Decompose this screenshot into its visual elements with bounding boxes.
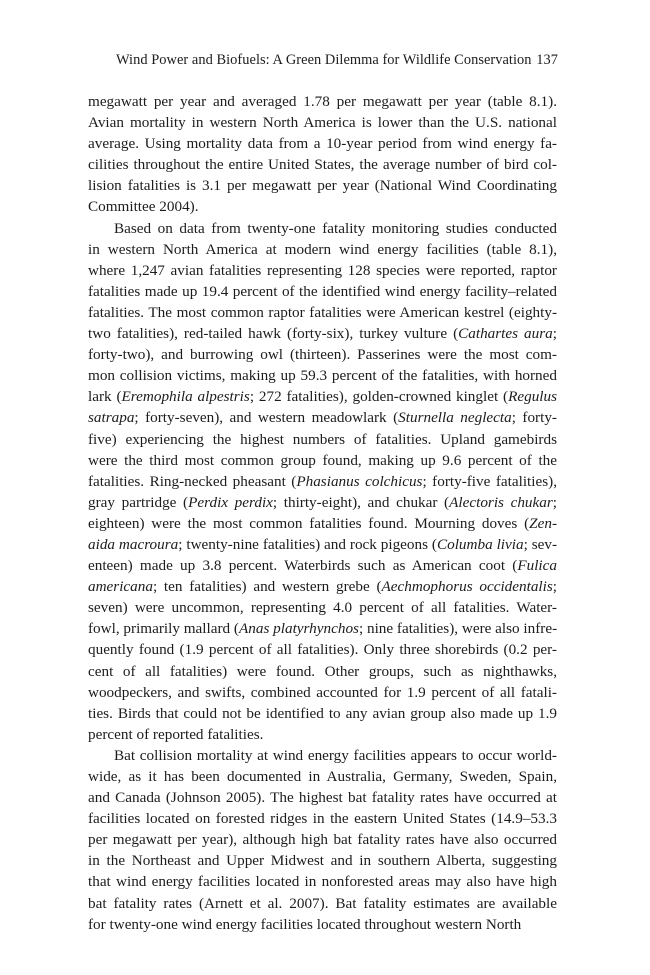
text-line — [88, 365, 557, 386]
paragraph — [88, 91, 557, 218]
text-line — [88, 555, 557, 576]
text-line — [88, 407, 557, 428]
text-run: ; twenty-nine fatalities) and rock pigeons ( — [178, 535, 437, 553]
text-line — [88, 196, 557, 217]
text-line — [88, 724, 557, 745]
text-line — [88, 787, 557, 808]
text-line — [88, 302, 557, 323]
text-line — [88, 639, 557, 660]
text-run: in western North America at modern wind energy facilities (table 8.1), — [88, 240, 557, 258]
text-run: five) experiencing the highest numbers of fatalities. Upland gamebirds — [88, 430, 557, 448]
text-line — [88, 450, 557, 471]
running-head — [88, 50, 558, 70]
text-run: average. Using mortality data from a 10-year period from wind energy fa- — [88, 135, 557, 153]
species-name: Sturnella neglecta — [398, 409, 512, 427]
text-run: woodpeckers, and swifts, combined accounted for 1.9 percent of all fatali- — [88, 683, 557, 701]
text-line — [88, 281, 557, 302]
text-run: Avian mortality in western North America is lower than the U.S. national — [88, 114, 557, 132]
species-name: Alectoris chukar — [449, 493, 553, 511]
text-line — [88, 513, 557, 534]
species-name: Cathartes aura — [458, 325, 553, 343]
text-line — [88, 661, 557, 682]
species-name: satrapa — [88, 409, 135, 427]
species-name: Columba livia — [436, 535, 524, 553]
paragraph — [88, 745, 557, 935]
text-run: enteen) made up 3.8 percent. Waterbirds such as American coot ( — [88, 557, 518, 575]
text-line — [88, 703, 557, 724]
text-run: fatalities made up 19.4 percent of the identified wind energy facility–related — [88, 282, 557, 300]
text-run: facilities located on forested ridges in the eastern United States (14.9–53.3 — [88, 810, 557, 828]
text-line — [88, 597, 557, 618]
text-run: ; ten fatalities) and western grebe ( — [152, 578, 382, 596]
text-line — [88, 914, 557, 935]
species-name: Anas platyrhynchos — [239, 620, 359, 638]
text-run: ; forty-seven), and western meadowlark ( — [134, 409, 399, 427]
text-line — [88, 534, 557, 555]
text-run: ; sev- — [523, 535, 558, 553]
text-run: mon collision victims, making up 59.3 percent of the fatalities, with horned — [88, 367, 557, 385]
text-run: fatalities. The most common raptor fatalities were American kestrel (eighty- — [88, 303, 557, 321]
text-run: for twenty-one wind energy facilities located throughout western North — [88, 915, 522, 933]
text-run: eighteen) were the most common fatalities found. Mourning doves ( — [88, 514, 530, 532]
species-name: aida macroura — [88, 535, 179, 553]
text-line — [88, 239, 557, 260]
paragraph — [88, 218, 557, 745]
text-run: ; forty-five fatalities), — [422, 472, 557, 490]
text-run: in the Northeast and Upper Midwest and in southern Alberta, suggesting — [88, 852, 557, 870]
text-run: bat fatality rates (Arnett et al. 2007). Bat fatality estimates are available — [88, 894, 557, 912]
text-line — [88, 618, 557, 639]
text-line — [88, 175, 557, 196]
text-run: per megawatt per year), although high bat fatality rates have also occurred — [88, 831, 557, 849]
page-number: 137 — [536, 52, 558, 68]
text-run: Committee 2004). — [88, 198, 199, 216]
text-line — [88, 260, 557, 281]
text-run: Based on data from twenty-one fatality monitoring studies conducted — [114, 219, 557, 237]
text-run: lision fatalities is 3.1 per megawatt per year (National Wind Coordinating — [88, 177, 557, 195]
species-name: Regulus — [508, 388, 558, 406]
text-run: Bat collision mortality at wind energy facilities appears to occur world- — [114, 746, 557, 764]
text-line — [88, 576, 557, 597]
text-line — [88, 471, 557, 492]
text-run: that wind energy facilities located in nonforested areas may also have high — [88, 873, 557, 891]
text-line — [88, 850, 557, 871]
text-run: cent of all fatalities) were found. Other groups, such as nighthawks, — [88, 662, 557, 680]
running-title: Wind Power and Biofuels: A Green Dilemma for Wildlife Conservation — [116, 52, 532, 68]
text-line — [88, 829, 557, 850]
text-run: ; thirty-eight), and chukar ( — [272, 493, 450, 511]
text-run: forty-two), and burrowing owl (thirteen). Passerines were the most com- — [88, 346, 557, 364]
text-run: ; 272 fatalities), golden-crowned kinglet ( — [249, 388, 509, 406]
text-run: fowl, primarily mallard ( — [88, 620, 239, 638]
text-line — [88, 344, 557, 365]
text-run: seven) were uncommon, representing 4.0 percent of all fatalities. Water- — [88, 599, 557, 617]
species-name: Aechmophorus occidentalis — [381, 578, 553, 596]
text-run: gray partridge ( — [88, 493, 189, 511]
text-run: ; forty- — [511, 409, 557, 427]
text-run: ties. Birds that could not be identified to any avian group also made up 1.9 — [88, 704, 557, 722]
text-run: fatalities. Ring-necked pheasant ( — [88, 472, 297, 490]
text-line — [88, 808, 557, 829]
text-line — [88, 766, 557, 787]
species-name: Zen- — [529, 514, 557, 532]
text-line — [88, 323, 557, 344]
text-run: megawatt per year and averaged 1.78 per megawatt per year (table 8.1). — [88, 93, 557, 110]
text-run: two fatalities), red-tailed hawk (forty-six), turkey vulture ( — [88, 325, 459, 343]
text-run: ; — [552, 325, 557, 343]
text-line — [88, 386, 557, 407]
species-name: americana — [88, 578, 153, 596]
text-run: ; nine fatalities), were also infre- — [358, 620, 558, 638]
text-line — [88, 893, 557, 914]
text-run: ; — [552, 493, 557, 511]
text-line — [88, 682, 557, 703]
text-line — [88, 133, 557, 154]
text-line — [88, 154, 557, 175]
text-line — [88, 745, 557, 766]
text-line — [88, 218, 557, 239]
text-run: lark ( — [88, 388, 122, 406]
text-run: and Canada (Johnson 2005). The highest bat fatality rates have occurred at — [88, 789, 557, 807]
text-run: where 1,247 avian fatalities representing 128 species were reported, raptor — [88, 261, 557, 279]
text-line — [88, 91, 557, 112]
text-run: were the third most common group found, making up 9.6 percent of the — [88, 451, 557, 469]
text-run: percent of reported fatalities. — [88, 725, 264, 743]
text-run: quently found (1.9 percent of all fatalities). Only three shorebirds (0.2 per- — [88, 641, 557, 659]
text-run: cilities throughout the entire United States, the average number of bird col- — [88, 156, 557, 174]
species-name: Fulica — [517, 557, 557, 575]
species-name: Eremophila alpestris — [121, 388, 250, 406]
species-name: Phasianus colchicus — [296, 472, 423, 490]
text-run: ; — [552, 578, 557, 596]
text-line — [88, 492, 557, 513]
text-line — [88, 429, 557, 450]
species-name: Perdix perdix — [188, 493, 273, 511]
text-run: wide, as it has been documented in Australia, Germany, Sweden, Spain, — [88, 768, 557, 785]
body-text — [88, 91, 557, 935]
text-line — [88, 871, 557, 892]
text-line — [88, 112, 557, 133]
